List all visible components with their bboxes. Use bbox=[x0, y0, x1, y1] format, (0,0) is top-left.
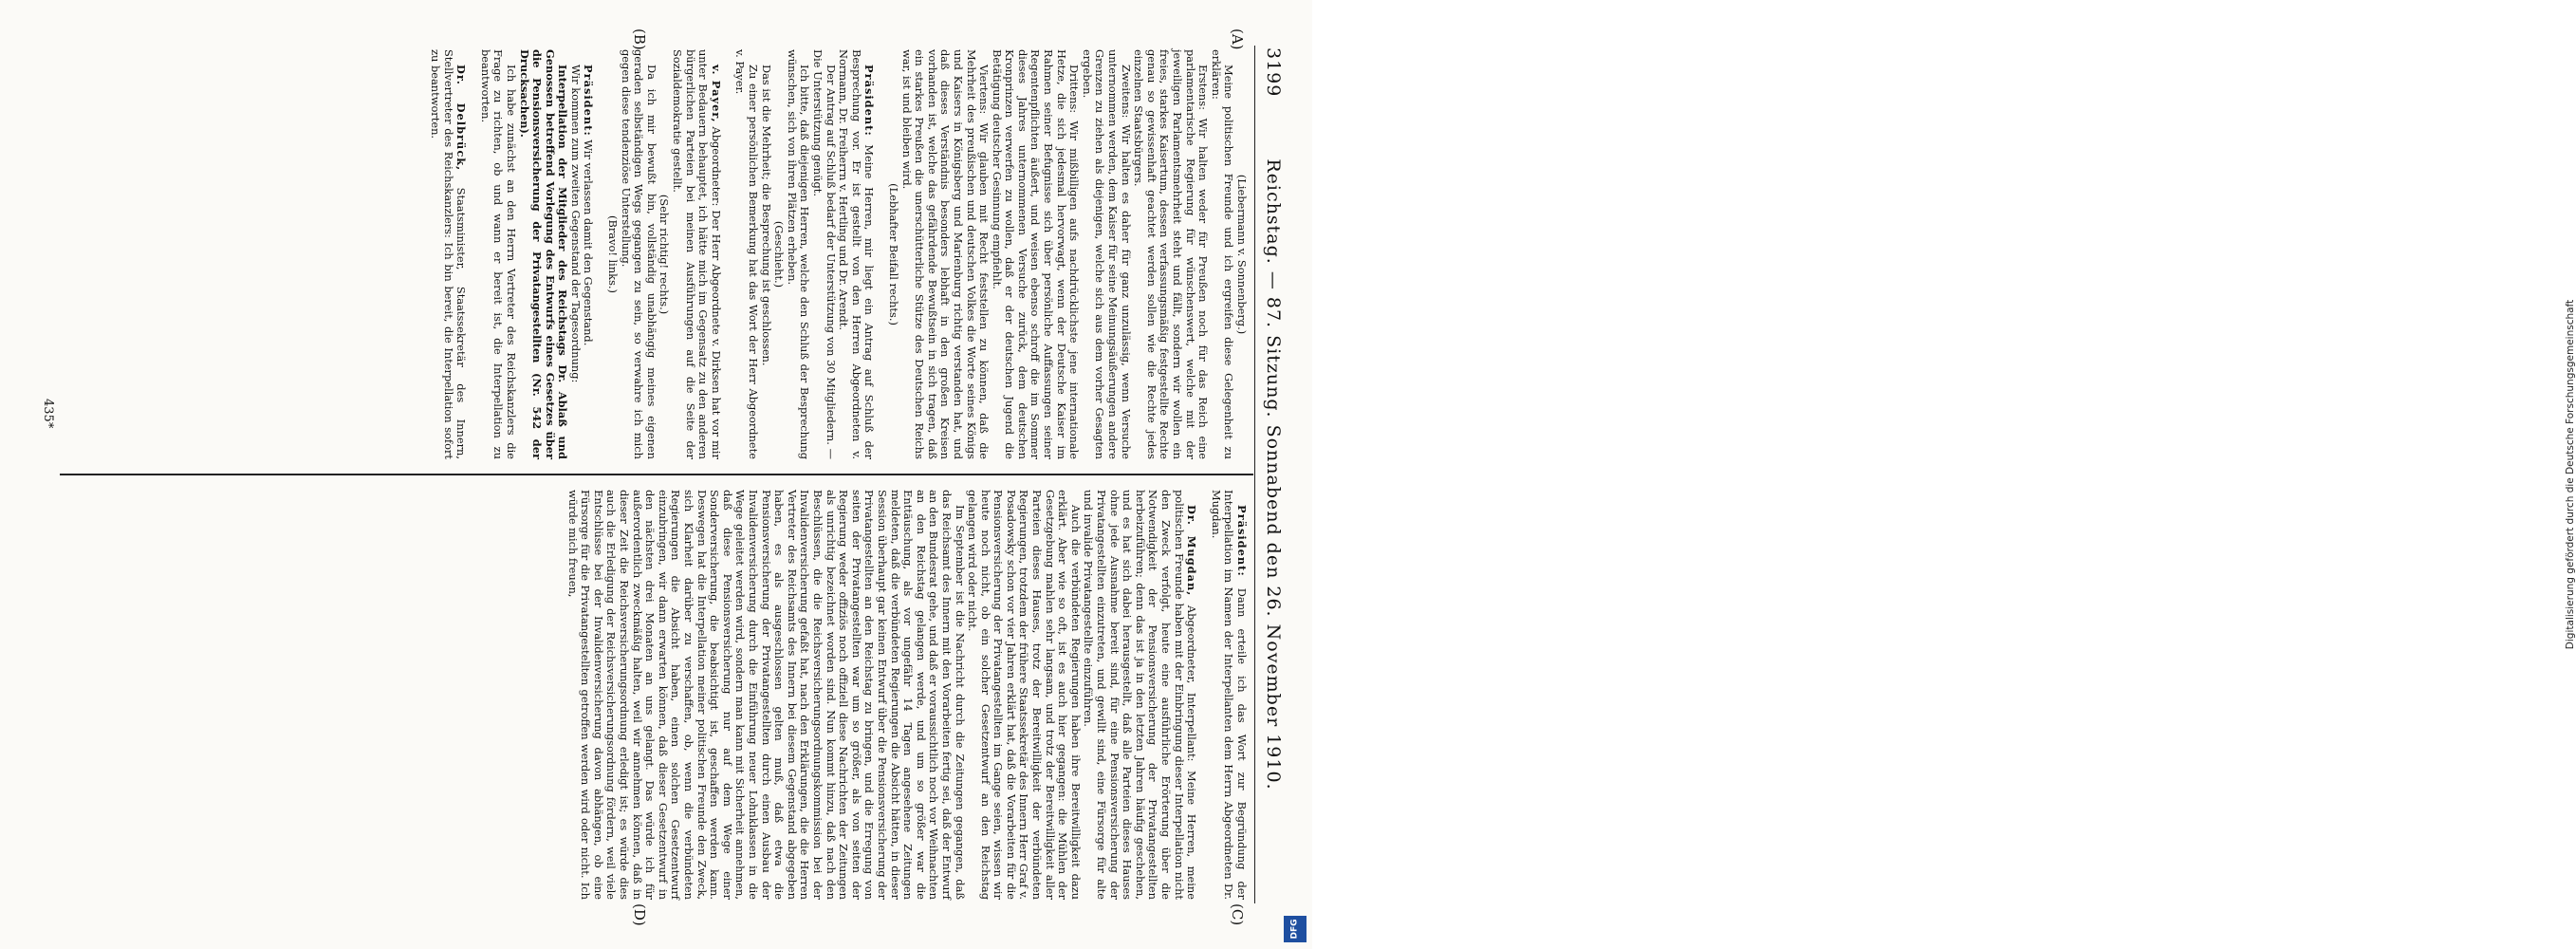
paragraph-text: Da ich mir bewußt bin, vollständig unabhängig meines eigenen geraden selbständigen Wegs gegangen zu sein, so verwahre ich mich gegen diese tendenziöse Unterstellung. bbox=[619, 49, 658, 459]
paragraph-text: Meine Herren, mir liegt ein Antrag auf Schluß der Besprechung vor. Er ist gestellt von den Herren Abgeordneten v. Normann, Dr. Freiherrn v. Hertling und Dr. Arendt. bbox=[837, 49, 877, 459]
margin-letter-d: (D) bbox=[631, 903, 648, 926]
paragraph-text: Ich habe zunächst an den Herrn Vertreter des Reichskanzlers die Frage zu richten, ob und wann er bereit ist, die Interpellation zu beantworten. bbox=[478, 49, 518, 459]
paragraph bbox=[785, 49, 810, 459]
right-column bbox=[67, 490, 1248, 900]
header-rule bbox=[1254, 46, 1255, 903]
paragraph-text: Ich bitte, daß diejenigen Herren, welche den Schluß der Besprechung wünschen, sich von ihren Plätzen erheben. bbox=[785, 49, 812, 459]
paragraph bbox=[1234, 49, 1248, 459]
paragraph-text: Zu einer persönlichen Bemerkung hat das Wort der Herr Abgeordnete v. Payer. bbox=[733, 49, 761, 459]
paragraph bbox=[1209, 49, 1234, 459]
paragraph-text: Erstens: Wir halten weder für Preußen noch für das Reich eine parlamentarische Regierung für wünschenswert, welche mit der jeweiligen Parlamentsmehrheit steht und fällt, sondern wir wollen ein freies, starkes Kaisertum, dessen verfassungsmäßig festgestellte Rechte genau so gewissenhaft geachtet werden sollen wie die Rechte jedes einzelnen Staatsbürgers. bbox=[1132, 49, 1211, 459]
paragraph bbox=[517, 49, 568, 459]
paragraph bbox=[619, 49, 658, 459]
paragraph bbox=[886, 49, 899, 459]
paragraph bbox=[1080, 49, 1131, 459]
margin-letter-a: (A) bbox=[1229, 28, 1246, 50]
paragraph bbox=[1132, 49, 1210, 459]
speaker-name: Dr. Mugdan, bbox=[1185, 505, 1199, 597]
funding-credit: Digitalisierung gefördert durch die Deutsche Forschungsgemeinschaft bbox=[2565, 299, 2576, 650]
paragraph-text: (Liebermann v. Sonnenberg.) bbox=[1235, 174, 1249, 335]
paragraph bbox=[606, 49, 620, 459]
margin-letter-c: (C) bbox=[1229, 903, 1246, 926]
speaker-name: Dr. Delbrück, bbox=[454, 65, 469, 172]
column-divider bbox=[60, 474, 1253, 475]
paragraph bbox=[428, 49, 467, 459]
margin-letter-b: (B) bbox=[631, 28, 648, 50]
paragraph-text: Wir kommen zum zweiten Gegenstand der Tagesordnung: bbox=[568, 65, 583, 383]
digitization-strip bbox=[1276, 0, 2576, 949]
paragraph-text: (Geschieht.) bbox=[772, 220, 787, 288]
paragraph bbox=[565, 490, 965, 900]
paragraph-text: (Bravo! links.) bbox=[606, 215, 621, 293]
page-number: 3199 bbox=[1263, 47, 1284, 98]
paragraph bbox=[733, 49, 759, 459]
paragraph-text: Zweitens: Wir halten es daher für ganz unzulässig, wenn Versuche unternommen werden, dem Kaiser für seine Meinungsäußerungen andere Grenzen zu ziehen als diejenigen, welche sich aus dem vorher Gesagten ergeben. bbox=[1080, 49, 1133, 459]
paragraph bbox=[582, 49, 595, 459]
paragraph-text: (Lebhafter Beifall rechts.) bbox=[886, 183, 900, 326]
paragraph bbox=[837, 49, 876, 459]
paragraph-text: Wir verlassen damit den Gegenstand. bbox=[582, 136, 596, 346]
speaker-name: Präsident: bbox=[1235, 505, 1249, 577]
paragraph bbox=[670, 49, 721, 459]
speaker-name: Präsident: bbox=[862, 65, 877, 137]
left-column bbox=[67, 49, 1248, 459]
paragraph bbox=[759, 49, 772, 459]
paragraph-text: Viertens: Wir glauben mit Recht feststellen zu können, daß die Mehrheit des preußischen und deutschen Volkes die Worte seines Königs und Kaisers in Königsberg und Marienburg richtig verstanden hat, und daß dieses Verständnis besonders lebhaft in den großen Kreisen vorhanden ist, welche das gefährdende Bewußtsein in sich tragen, daß ein starkes Preußen die unerschütterliche Stütze des Deutschen Reichs war, ist und bleiben wird. bbox=[899, 49, 991, 459]
paragraph bbox=[810, 49, 836, 459]
paragraph-text: Drittens: Wir mißbilligen aufs nachdrücklichste jene internationale Hetze, die sich jedesmal hervorwagt, wenn der Deutsche Kaiser im Rahmen seiner Befugnisse sich über persönliche Auffassungen seiner Regentenpflichten äußert, und weisen ebenso schroff die im Sommer dieses Jahres unternommenen Versuche zurück, dem deutschen Kronprinzen verwerfen zu wollen, daß er der deutschen Jugend die Betätigung deutscher Gesinnung empfiehlt. bbox=[990, 49, 1082, 459]
paragraph-text: Interpellation der Mitglieder des Reichstags Dr. Ablaß und Genossen betreffend Vorlegung des Entwurfs eines Gesetzes über die Pensionsversicherung der Privatangestellten (Nr. 542 der Drucksachen). bbox=[517, 49, 570, 459]
paragraph bbox=[772, 49, 786, 459]
paragraph bbox=[568, 49, 582, 459]
paragraph-text: Meine politischen Freunde und ich ergreifen diese Gelegenheit zu erklären: bbox=[1209, 49, 1236, 459]
paragraph bbox=[899, 49, 990, 459]
paragraph-text: Das ist die Mehrheit; die Besprechung ist geschlossen. bbox=[759, 65, 773, 366]
paragraph-text: Der Antrag auf Schluß bedarf der Unterstützung von 30 Mitgliedern. — Die Unterstützung genügt. bbox=[811, 49, 838, 459]
speaker-name: v. Payer, bbox=[709, 65, 723, 123]
paragraph bbox=[1209, 490, 1248, 900]
paragraph bbox=[658, 49, 671, 459]
dfg-logo-text: DFG bbox=[1289, 919, 1300, 940]
paragraph-text: Auch die verbündeten Regierungen haben ihre Bereitwilligkeit dazu erklärt. Aber wie so oft, ist es auch hier gegangen: die Mühlen der Gesetzgebung mahlen sehr langsam, und trotz der Bereitwilligkeit aller Parteien dieses Hauses, trotz der Bereitwilligkeit der verbündeten Regierungen, trotzdem der frühere Staatssekretär des Innern Herr Graf v. Posadowsky schon vor vier Jahren erklärt hat, daß die Vorarbeiten für die Pensionsversicherung der Privatangestellten im Gange seien, wissen wir heute noch nicht, ob ein solcher Gesetzentwurf an den Reichstag gelangen wird oder nicht. bbox=[966, 490, 1083, 900]
running-title: Reichstag. — 87. Sitzung. Sonnabend den 26. November 1910. bbox=[1263, 158, 1284, 791]
paragraph-text: Abgeordneter: Der Herr Abgeordnete v. Dirksen hat vor mir unter Bedauern behauptet, ich hätte mich im Gegensatz zu den anderen bürgerlichen Parteien bei meinen Ausführungen auf die Seite der Sozialdemokratie gestellt. bbox=[671, 49, 723, 459]
paragraph bbox=[1082, 490, 1197, 900]
paragraph-text: (Sehr richtig! rechts.) bbox=[658, 194, 672, 315]
paragraph bbox=[966, 490, 1082, 900]
paragraph-text: Im September ist die Nachricht durch die Zeitungen gegangen, daß das Reichsamt des Innern mit den Vorarbeiten fertig sei, daß der Entwurf an den Bundesrat gehe, und daß er voraussichtlich noch vor Weihnachten an den Reichstag gelangen werde, und um so größer war die Enttäuschung, als vor ungefähr 14 Tagen angesehene Zeitungen meldeten, daß die verbündeten Regierungen die Absicht hätten, in dieser Session überhaupt gar keinen Entwurf über die Pensionsversicherung der Privatangestellten an den Reichstag zu bringen, und die Erregung von seiten der Privatangestellten war um so größer, als von seiten der Regierung weder offiziös noch offiziell diese Nachrichten der Zeitungen als unrichtig bezeichnet worden sind. Nun kommt hinzu, daß nach den Beschlüssen, die die Reichsversicherungsordnungskommission bei der Invalidenversicherung gefaßt hat, nach den Erklärungen, die die Herren Vertreter des Reichsamts des Innern bei diesem Gegenstand abgegeben haben, es als ausgeschlossen gelten muß, daß etwa die Pensionsversicherung der Privatangestellten durch einen Ausbau der Invalidenversicherung durch die Einführung neuer Lohnklassen in die Wege geleitet werden wird, sondern man kann mit Sicherheit annehmen, daß diese Pensionsversicherung nur auf dem Wege einer Sonderversicherung, die beabsichtigt ist, geschaffen werden kann. Deswegen hat die Interpellation meiner politischen Freunde den Zweck, sich Klarheit darüber zu verschaffen, ob, wenn die verbündeten Regierungen die Absicht haben, einen solchen Gesetzentwurf einzubringen, wir dann erwarten können, daß dieser Gesetzentwurf in den nächsten drei Monaten an uns gelangt. Das würde ich für außerordentlich zweckmäßig halten, weil wir annehmen können, daß in dieser Zeit die Reichsversicherungsordnung erledigt ist; es würde dies auch die Erledigung der Reichsversicherungsordnung fördern, weil viele Entschlüsse bei der Invalidenversicherung davon abhängen, ob eine Fürsorge für die Privatangestellten getroffen werden wird oder nicht. Ich würde mich freuen, bbox=[565, 490, 967, 900]
speaker-name: Präsident: bbox=[582, 65, 596, 137]
dfg-logo-icon[interactable] bbox=[1284, 916, 1307, 942]
paragraph bbox=[478, 49, 517, 459]
paragraph-text: Dann erteile ich das Wort zur Begründung der Interpellation im Namen der Interpellanten dem Herrn Abgeordneten Dr. Mugdan. bbox=[1209, 490, 1249, 900]
paragraph-text: Abgeordneter, Interpellant: Meine Herren, meine politischen Freunde haben mit der Einbringung dieser Interpellation nicht den Zweck verfolgt, heute eine ausführliche Erörterung über die Notwendigkeit der Pensionsversicherung der Privatangestellten herbeizuführen; denn das ist ja in den letzten Jahren häufig geschehen, und es hat sich dabei herausgestellt, daß alle Parteien dieses Hauses ohne jede Ausnahme bereit sind, für eine Pensionsversicherung der Privatangestellten einzutreten, und gewillt sind, eine Fürsorge für alte und invalide Privatangestellte einzuführen. bbox=[1082, 490, 1199, 900]
paragraph bbox=[990, 49, 1080, 459]
sheet-signature: 435* bbox=[41, 399, 55, 429]
paragraph-text: Staatsminister, Staatssekretär des Innern, Stellvertreter des Reichskanzlers: Ich bin bereit, die Interpellation sofort zu beantworten. bbox=[428, 49, 469, 459]
